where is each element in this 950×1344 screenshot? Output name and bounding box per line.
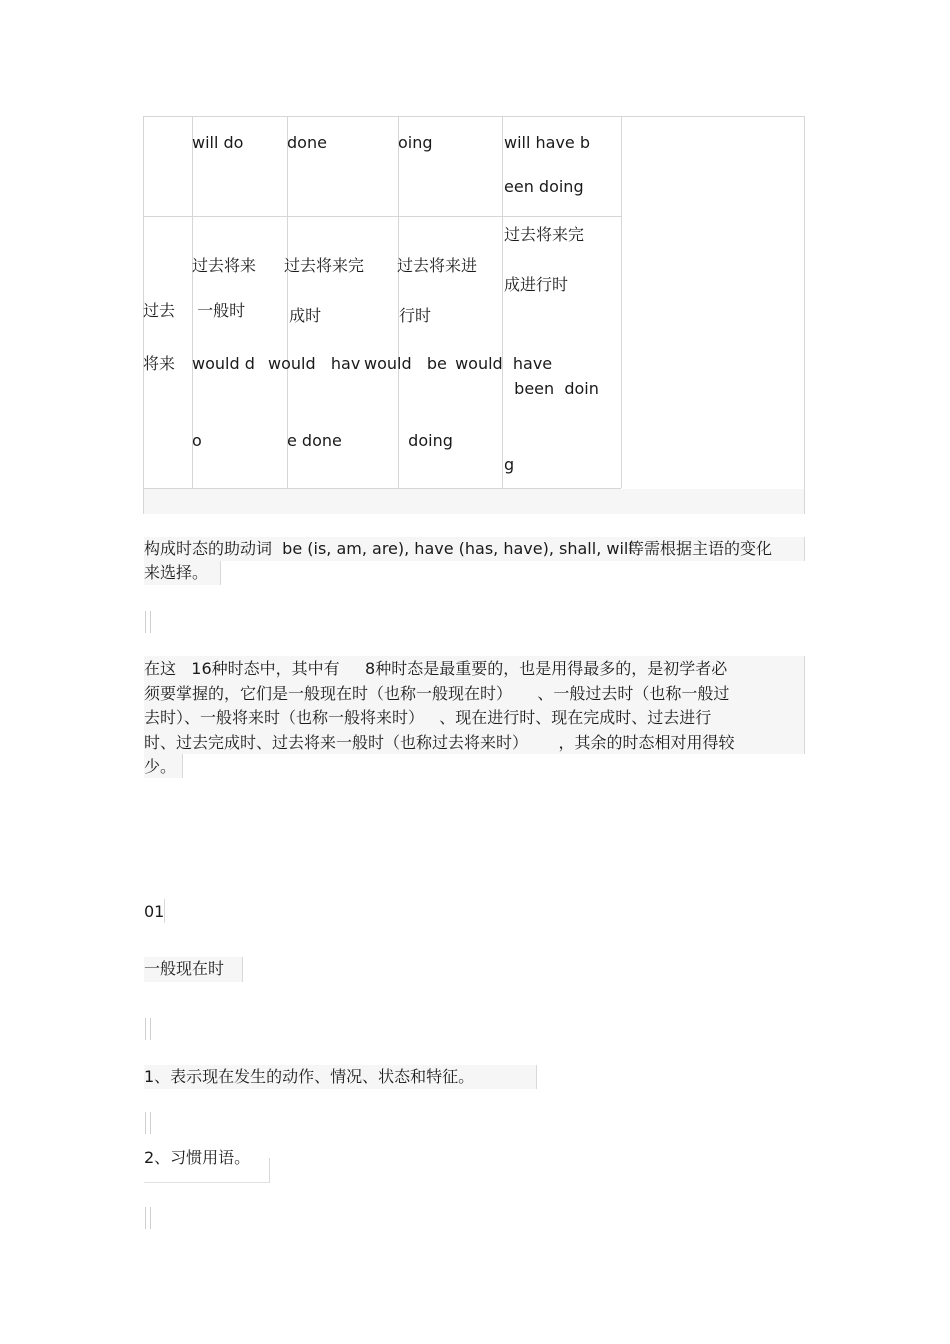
intro-line: 在这 16种时态中，其中有 8种时态是最重要的，也是用得最多的，是初学者必 (144, 659, 728, 678)
table-row-line-1 (143, 216, 621, 217)
table-cell: 行时 (399, 306, 432, 325)
table-cell: been doin (504, 379, 599, 398)
table-cell: 过去将来完 (504, 225, 585, 244)
table-cell: oing (398, 133, 433, 152)
table-bottom-strip (144, 489, 804, 514)
aux-note-line: 来选择。 (144, 563, 209, 582)
table-cell: 一般时 (192, 301, 246, 320)
table-cell: doing (398, 431, 453, 450)
table-top-border (143, 116, 805, 117)
table-cell: e done (287, 431, 342, 450)
table-cell: 过去将来 (192, 256, 257, 275)
table-cell: 成时 (284, 306, 322, 325)
table-cell: 成进行时 (504, 275, 569, 294)
table-cell: 过去将来完 (284, 256, 365, 275)
table-cell: 过去 (143, 301, 176, 320)
intro-line: 须要掌握的，它们是一般现在时（也称一般现在时） 、一般过去时（也称一般过 (144, 683, 730, 703)
intro-line: 时、过去完成时、过去将来一般时（也称过去将来时） ，其余的时态相对用得较 (144, 732, 735, 752)
table-cell: 将来 (143, 354, 176, 373)
table-col-line-4 (502, 116, 503, 488)
usage-item-2: 2、习惯用语。 (144, 1148, 251, 1167)
table-cell: o (192, 431, 202, 450)
section-title: 一般现在时 (144, 959, 225, 978)
table-cell: would hav (268, 354, 361, 373)
aux-note-line: 构成时态的助动词 be (is, am, are), have (has, have), shall, will (144, 539, 633, 558)
table-cell: g (504, 455, 515, 474)
table-right-border (804, 116, 805, 514)
blank-line-marker (145, 1207, 151, 1229)
table-cell: will have b (504, 133, 591, 152)
table-cell: would be (364, 354, 447, 373)
table-cell: would have (450, 354, 553, 373)
intro-line: 去时）、一般将来时（也称一般将来时） 、现在进行时、现在完成时、过去进行 (144, 708, 712, 727)
table-cell: 过去将来进 (397, 256, 478, 275)
blank-line-marker (145, 611, 151, 633)
usage-item-1: 1、表示现在发生的动作、情况、状态和特征。 (144, 1067, 475, 1086)
blank-line-marker (145, 1018, 151, 1040)
table-cell: will do (192, 133, 244, 152)
table-cell: would d (192, 354, 255, 373)
intro-line: 少。 (144, 757, 177, 776)
table-cell: een doing (504, 177, 584, 196)
aux-note-line: 等需根据主语的变化 (628, 539, 773, 558)
section-number: 01 (144, 902, 165, 921)
table-col-line-5 (621, 116, 622, 488)
table-cell: done (287, 133, 327, 152)
blank-line-marker (145, 1112, 151, 1134)
